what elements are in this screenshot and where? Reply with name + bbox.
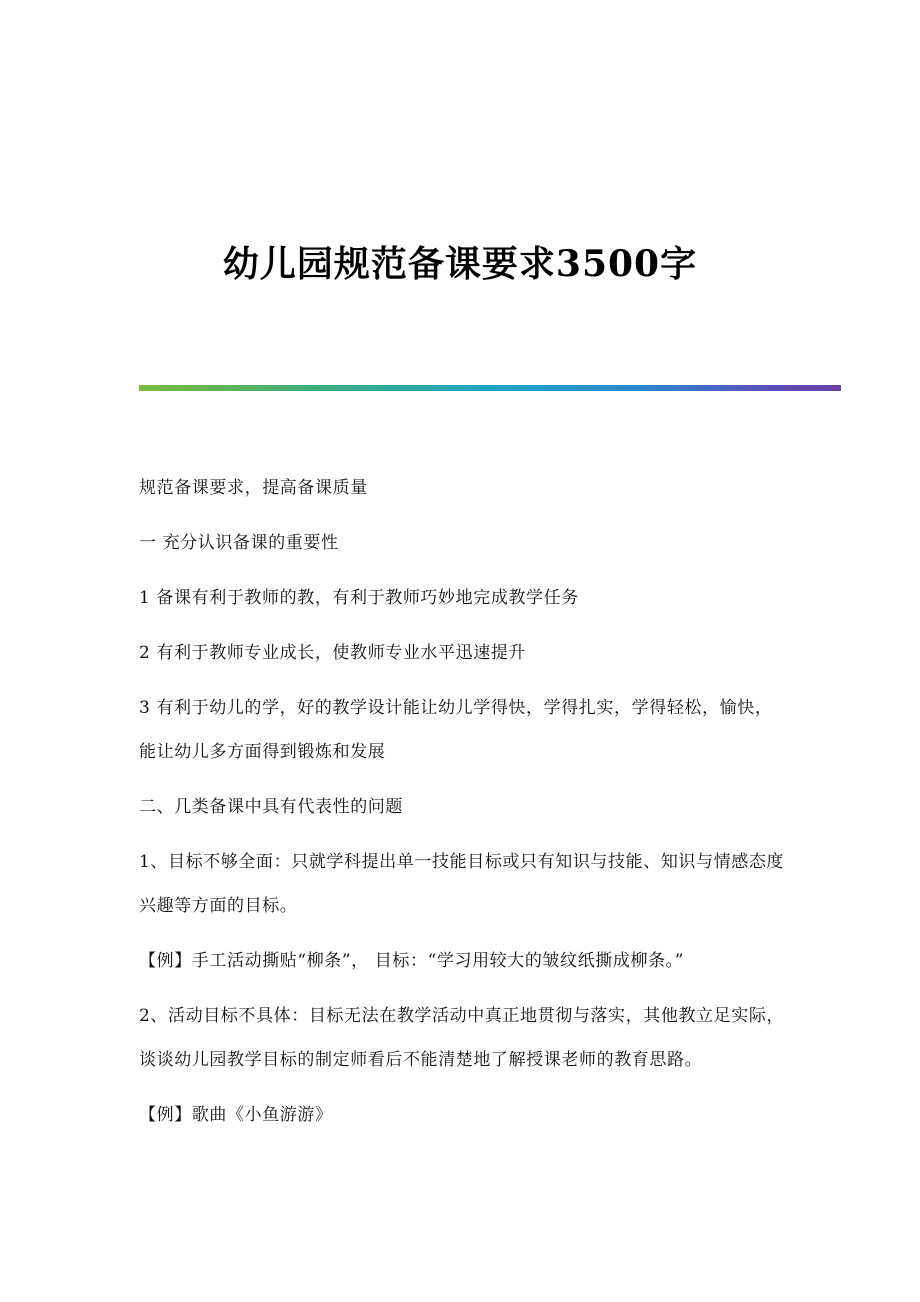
list-item-1: 1 备课有利于教师的教，有利于教师巧妙地完成教学任务 [139,588,579,608]
document-title: 幼儿园规范备课要求3500字 [222,243,698,286]
example-2: 【例】歌曲《小鱼游游》 [139,1105,333,1125]
example-1: 【例】手工活动撕贴“柳条”， 目标：“学习用较大的皱纹纸撕成柳条。” [139,951,685,971]
document-body [139,466,789,1137]
section-heading-problems: 二、几类备课中具有代表性的问题 [139,797,403,817]
list-item-2: 2 有利于教师专业成长，使教师专业水平迅速提升 [139,643,527,663]
paragraph-intro-heading: 规范备课要求，提高备课质量 [139,478,368,498]
problem-item-2: 2、活动目标不具体：目标无法在教学活动中真正地贯彻与落实，其他教立足实际，谈谈幼儿园教学目标的制定师看后不能清楚地了解授课老师的教育思路。 [139,1006,785,1070]
title-divider [139,385,841,391]
section-heading-importance: 一 充分认识备课的重要性 [139,533,339,553]
list-item-3: 3 有利于幼儿的学，好的教学设计能让幼儿学得快，学得扎实，学得轻松，愉快，能让幼儿多方面得到锻炼和发展 [139,698,773,762]
problem-item-1: 1、目标不够全面：只就学科提出单一技能目标或只有知识与技能、知识与情感态度兴趣等方面的目标。 [139,852,785,916]
